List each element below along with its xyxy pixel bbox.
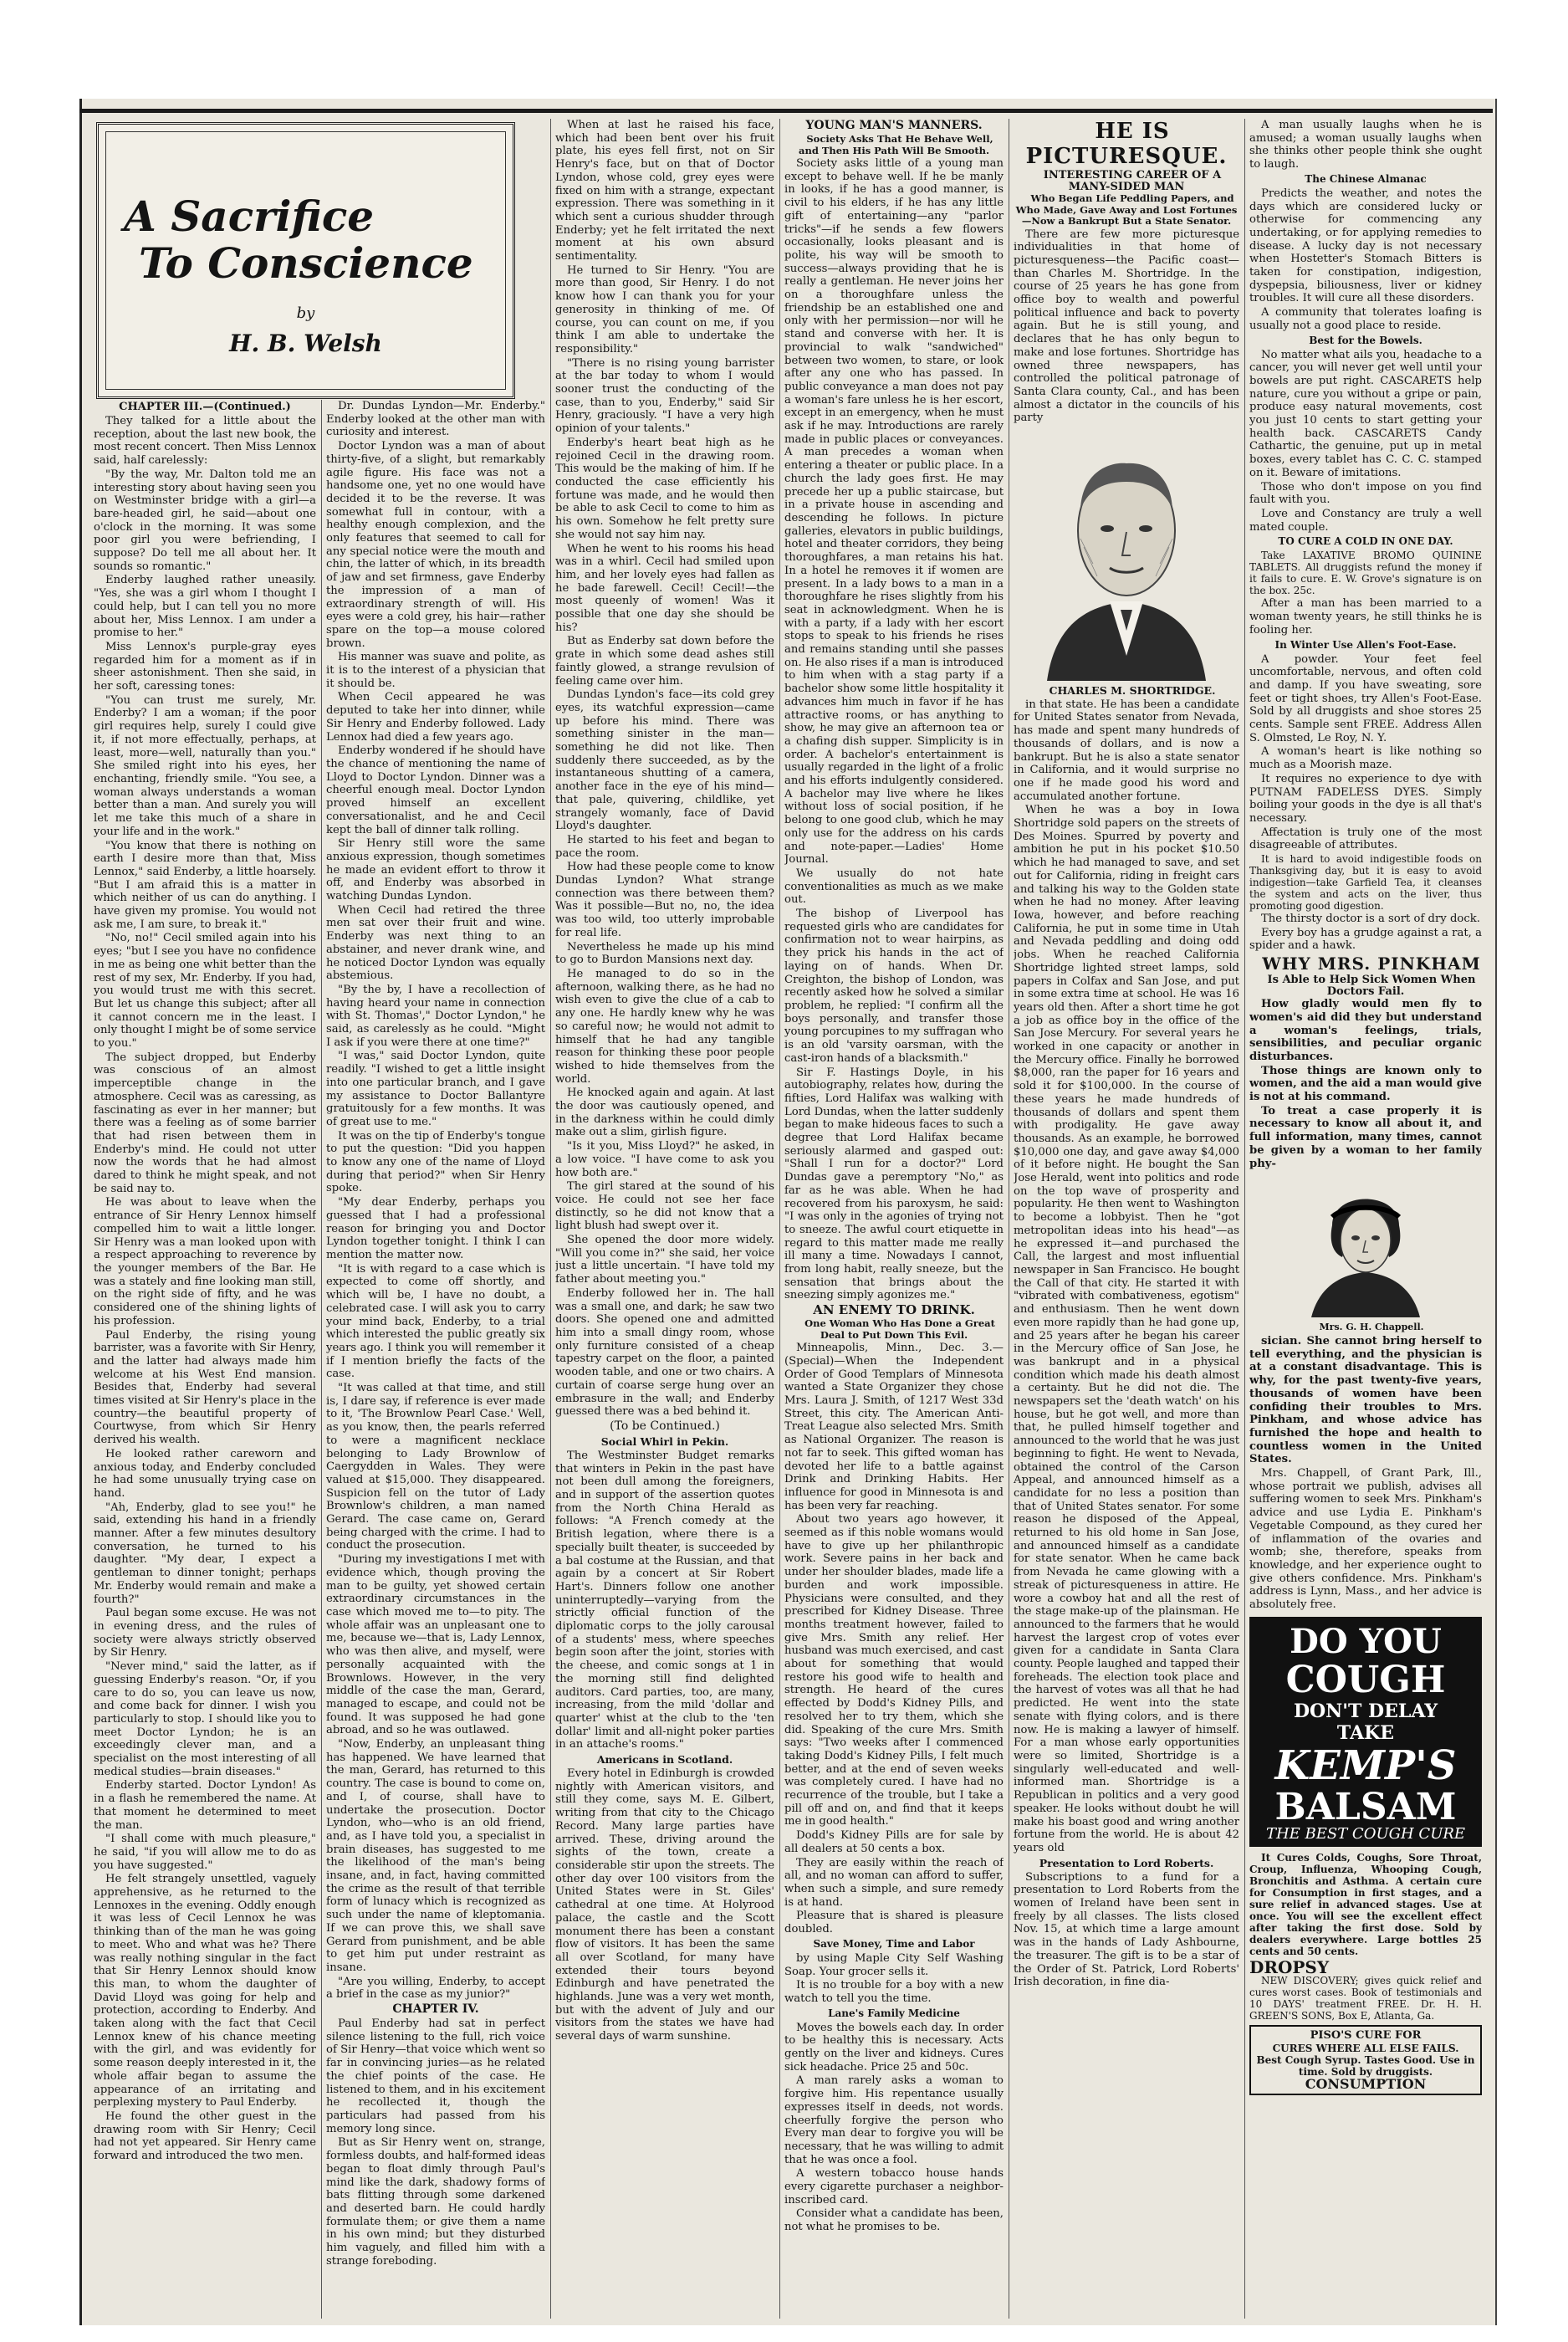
- story-paragraph: "Ah, Enderby, glad to see you!" he said, extending his hand in a friendly manner. After a few minutes desultory conversation, he turned to his daughter. "My dear, I expect a gentleman to dinner tonight; perhaps Mr. Enderby would remain and make a fourth?": [94, 1501, 316, 1606]
- column-rule: [1244, 119, 1245, 2319]
- chappell-portrait-engraving: [1299, 1175, 1433, 1317]
- article-heading: AN ENEMY TO DRINK.: [813, 1302, 975, 1318]
- article-paragraph: They are easily within the reach of all, and no woman can afford to suffer, when such a simple, and sure remedy is at hand.: [784, 1856, 1004, 1909]
- pisos-cure-ad: [1249, 2025, 1482, 2095]
- article-paragraph: After a man has been married to a woman twenty years, he still thinks he is fooling her.: [1249, 597, 1482, 637]
- ad-text: NEW DISCOVERY; gives quick relief and cures worst cases. Book of testimonials and 10 DAYS' treatment FREE. Dr. H. H. GREEN'S SONS, Box E, Atlanta, Ga.: [1249, 1975, 1482, 2022]
- article-paragraph: Affectation is truly one of the most disagreeable of attributes.: [1249, 826, 1482, 852]
- story-paragraph: Paul began some excuse. He was not in evening dress, and the rules of society were always strictly observed by Sir Henry.: [94, 1607, 316, 1659]
- ad-text: No matter what ails you, headache to a cancer, you will never get well until your bowels are put right. CASCARETS help nature, cure you without a gripe or pain, produce easy natural movements, cost you just 10 cents to start getting your health back. CASCARETS Candy Cathartic, the genuine, put up in metal boxes, every tablet has C. C. C. stamped on it. Beware of imitations.: [1249, 348, 1482, 479]
- ad-heading: In Winter Use Allen's Foot-Ease.: [1274, 638, 1457, 651]
- story-paragraph: "By the way, Mr. Dalton told me an interesting story about having seen you on Westminster bridge with a girl—a bare-headed girl, he said—about one o'clock in the morning. It was some poor girl you were befriending, I suppose? Do tell me all about her. It sounds so romantic.": [94, 468, 316, 573]
- story-paragraph: "Is it you, Miss Lloyd?" he asked, in a low voice. "I have come to ask you how both are.": [555, 1140, 774, 1179]
- article-paragraph: When he was a boy in Iowa Shortridge sold papers on the streets of Des Moines. Spurred by poverty and ambition he put in his pocket $10.50 which he had managed to save, and set out for California, riding in freight cars and talking his way to the Golden state when he had no money. After leaving Iowa, however, and before reaching California, he put in some time in Utah and Nevada peddling and doing odd jobs. When he reached California Shortridge lighted street lamps, sold papers in Colfax and San Jose, and put in some extra time at school. He was 16 years old then. After a short time he got a job as office boy in the office of the San Jose Mercury. For several years he worked in one capacity or another in the Mercury office. Finally he borrowed $8,000, ran the paper for 16 years and sold it for $100,000. In the course of these years he made hundreds of thousands of dollars and spent them with prodigality. He gave away thousands. As an example, he borrowed $10,000 one day, and gave away $4,000 of it before night. He bought the San Jose Herald, went into politics and rode on the top wave of prosperity and popularity. He then went to Washington to become a lobbyist. Then he "got metropolitan ideas into his head"—as he expressed it—and purchased the Call, the largest and most influential newspaper in San Francisco. He bought the Call of that city. He started it with "vibrated with combativeness, egotism" and enthusiasm. Then he went down even more rapidly than he had gone up, and 25 years after he began his career in the Mercury office of San Jose, he was bankrupt and in a physical condition which made his death almost a certainty. But he did not die. The newspapers set the 'death watch' on his house, but he got well, and more than that, he pulled himself together and announced to the world that he was just beginning to fight. He went to Nevada, obtained the control of the Carson Appeal, and announced himself as a candidate for no less a position than that of United States senator. For some reason he disposed of the Appeal, returned to his old home in San Jose, and announced himself as a candidate for state senator. When he came back from Nevada he came glowing with a streak of picturesqueness in attire. He wore a cowboy hat and all the rest of the stage make-up of the plainsman. He announced to the farmers that he would harvest the largest crop of votes ever given for a candidate in Santa Clara county. People laughed and tapped their foreheads. The election took place and the harvest of votes was all that he had predicted. He went into the state senate with flying colors, and is there now. He is making a lawyer of himself. For a man whose early opportunities were so limited, Shortridge is a singularly well-educated and well-informed man. Shortridge is a Republican in politics and a very good speaker. He looks without doubt he will make his boast good and wring another fortune from the world. He is about 42 years old: [1014, 804, 1239, 1854]
- story-title-box: [96, 122, 515, 399]
- story-paragraph: He felt strangely unsettled, vaguely apprehensive, as he returned to the Lennoxes in the evening. Oddly enough it was less of Cecil Lennox he was thinking than of the man he was going to meet. Who and what was he? There was really nothing singular in the fact that Sir Henry Lennox should know this man, to whom the daughter of David Lloyd was going for help and protection, according to Enderby. And taken along with the fact that Cecil Lennox knew of his chance meeting with the girl, and was evidently for some reason deeply interested in it, the whole affair began to assume the appearance of an irritating and perplexing mystery to Paul Enderby.: [94, 1873, 316, 2109]
- ad-heading: The Chinese Almanac: [1305, 172, 1427, 185]
- article-subheading: One Woman Who Has Done a Great Deal to Put Down This Evil.: [804, 1317, 995, 1341]
- story-paragraph: "During my investigations I met with evidence which, though proving the man to be guilty, yet showed certain extraordinary circumstances in the case which moved me to—to pity. The whole affair was an unpleasant one to me, because we—that is, Lady Lennox, who was then alive, and myself, were personally acquainted with the Brownlows. However, in the very middle of the case the man, Gerard, managed to escape, and could not be found. It was supposed he had gone abroad, and so he was outlawed.: [326, 1553, 545, 1737]
- story-paragraph: Paul Enderby, the rising young barrister, was a favorite with Sir Henry, and the latter had always made him welcome at his West End mansion. Besides that, Enderby had several times visited at Sir Henry's place in the country—the beautiful property of Courtwyse, from which Sir Henry derived his wealth.: [94, 1328, 316, 1447]
- story-paragraph: Enderby's heart beat high as he rejoined Cecil in the drawing room. This would be the making of him. If he conducted the case efficiently his fortune was made, and he would then be able to ask Cecil to come to him as his own. Somehow he felt pretty sure she would not say him nay.: [555, 436, 774, 541]
- article-paragraph: There are few more picturesque individualities in that home of picturesqueness—the Pacific coast—than Charles M. Shortridge. In the course of 25 years he has gone from office boy to wealth and powerful political influence and back to poverty again. But he is still young, and declares that he has only begun to make and lose fortunes. Shortridge has owned three newspapers, has controlled the political patronage of Santa Clara county, Cal., and has been almost a dictator in the councils of his party: [1014, 228, 1239, 425]
- ad-line: DO YOU: [1290, 1621, 1442, 1661]
- byline: by: [296, 304, 315, 322]
- story-paragraph: He looked rather careworn and anxious today, and Enderby concluded he had some unusually trying case on hand.: [94, 1447, 316, 1500]
- article-paragraph: It is no trouble for a boy with a new watch to tell you the time.: [784, 1979, 1004, 2005]
- story-paragraph: He managed to do so in the afternoon, walking there, as he had no wish even to give the clue of a cab to any one. He hardly knew why he was so careful now; he would not admit to himself that he had any tangible reason for thinking these poor people wished to hide themselves from the world.: [555, 968, 774, 1086]
- article-paragraph: Society asks little of a young man except to behave well. If he be manly in looks, if he has a good manner, is civil to his elders, if he has any little gift of entertaining—any "parlor tricks"—if he sends a few flowers occasionally, looks pleasant and is polite, his way will be smooth to success—always providing that he is really a gentleman. He never joins her on a thoroughfare unless the friendship be an established one and only with her permission—nor will he stand and converse with her. It is provincial to walk "sandwiched" between two women, to stare, or look after any one who has passed. In public conveyance a man does not pay a woman's fare unless he is her escort, except in an emergency, when he must ask if he may. Introductions are rarely made in public places or conveyances. A man precedes a woman when entering a theater or public place. In a church the lady goes first. He may precede her up a public staircase, but in a private house in ascending and descending he follows. In picture galleries, elevators in public buildings, hotel and theater corridors, they being thoroughfares, a man retains his hat. In a hotel he removes it if women are present. In a lady bows to a man in a thoroughfare he rises slightly from his seat in acknowledgment. When he is with a party, if a lady with her escort stops to speak to his friends he rises and remains standing until she passes on. He also rises if a man is introduced to him when with a stag party if a bachelor show some little hospitality it advances him much in favor if he has attractive rooms, or has anything to show, he may give an afternoon tea or a chafing dish supper. Simplicity is in order. A bachelor's entertainment is usually regarded in the light of a frolic and his efforts indulgently considered. A bachelor may live where he likes without loss of social position, if he belong to one good club, which he may only use for the address on his cards and note-paper.—Ladies' Home Journal.: [784, 157, 1004, 867]
- story-paragraph: "Are you willing, Enderby, to accept a brief in the case as my junior?": [326, 1975, 545, 2002]
- ad-text: A powder. Your feet feel uncomfortable, nervous, and often cold and damp. If you have sweating, sore feet or tight shoes, try Allen's Foot-Ease. Sold by all druggists and shoe stores 25 cents. Sample sent FREE. Address Allen S. Olmsted, Le Roy, N. Y.: [1249, 652, 1482, 744]
- story-paragraph: Enderby wondered if he should have the chance of mentioning the name of Lloyd to Doctor Lyndon. Dinner was a cheerful enough meal. Doctor Lyndon proved himself an excellent conversationalist, and he and Cecil kept the ball of dinner talk rolling.: [326, 744, 545, 836]
- story-paragraph: Enderby started. Doctor Lyndon! As in a flash he remembered the name. At that moment he determined to meet the man.: [94, 1779, 316, 1832]
- article-paragraph: A western tobacco house hands every cigarette purchaser a neighbor-inscribed card.: [784, 2167, 1004, 2206]
- ad-text: Predicts the weather, and notes the days which are considered lucky or otherwise for commencing any undertaking, or for applying remedies to disease. A lucky day is not necessary when Hostetter's Stomach Bitters is taken for constipation, indigestion, dyspepsia, biliousness, liver or kidney troubles. It will cure all these disorders.: [1249, 187, 1482, 305]
- story-paragraph: "I was," said Doctor Lyndon, quite readily. "I wished to get a little insight into one particular branch, and I gave my assistance to Doctor Ballantyre gratuitously for a few months. It was of great use to me.": [326, 1050, 545, 1128]
- ad-line: COUGH: [1285, 1658, 1446, 1701]
- story-paragraph: But as Sir Henry went on, strange, formless doubts, and half-formed ideas began to float dimly through Paul's mind like the dark, shadowy forms of bats flitting through some darkened and deserted barn. He could hardly formulate them; or give them a name in his own mind; but they disturbed him vaguely, and filled him with a strange foreboding.: [326, 2136, 545, 2268]
- story-paragraph: He started to his feet and began to pace the room.: [555, 833, 774, 860]
- article-paragraph: Those who don't impose on you find fault with you.: [1249, 480, 1482, 507]
- ad-text: It requires no experience to dye with PUTNAM FADELESS DYES. Simply boiling your goods in the dye is all that's necessary.: [1249, 772, 1482, 825]
- ad-text: It Cures Colds, Coughs, Sore Throat, Croup, Influenza, Whooping Cough, Bronchitis and Asthma. A certain cure for Consumption in first stages, and a sure relief in advanced stages. Use at once. You will see the excellent effect after taking the first dose. Sold by dealers everywhere. Large bottles 25 cents and 50 cents.: [1249, 1852, 1482, 1958]
- shortridge-portrait-engraving: [1030, 430, 1223, 681]
- title-line-1: A Sacrifice: [124, 192, 375, 241]
- article-subheading: Society Asks That He Behave Well, and Then His Path Will Be Smooth.: [799, 133, 993, 156]
- story-paragraph: "There is no rising young barrister at the bar today to whom I would sooner trust the conducting of the case, than to you, Enderby," said Sir Henry, graciously. "I have a very high opinion of your talents.": [555, 356, 774, 436]
- column-6: [1249, 119, 1482, 2319]
- column-3: [555, 119, 774, 2319]
- ad-heading: Save Money, Time and Labor: [813, 1937, 975, 1950]
- story-paragraph: Doctor Lyndon was a man of about thirty-five, of a slight, but remarkably agile figure. His face was not a handsome one, yet no one would have decided it to be the reverse. It was somewhat full in contour, with a healthy enough complexion, and the only features that seemed to call for any special notice were the mouth and chin, the latter of which, in its breadth of jaw and set firmness, gave Enderby the impression of a man of extraordinary strength of will. His eyes were a cold grey, his hair—rather spare on the top—a mouse colored brown.: [326, 440, 545, 650]
- article-paragraph: We usually do not hate conventionalities as much as we make out.: [784, 867, 1004, 907]
- ad-line: TAKE: [1336, 1721, 1395, 1744]
- ad-text: It is hard to avoid indigestible foods on Thanksgiving day, but it is easy to avoid indigestion—take Garfield Tea, it cleanses the system and acts on the liver, thus promoting good digestion.: [1249, 853, 1482, 913]
- story-paragraph: "It was called at that time, and still is, I dare say, if reference is ever made to it, 'The Brownlow Pearl Case.' Well, as you know, then, the pearls referred to were a magnificent necklace belonging to Lady Brownlow of Caergydden in Wales. They were valued at $15,000. They disappeared. Suspicion fell on the tutor of Lady Brownlow's children, a man named Gerard. The case came on, Gerard being charged with the crime. I had to conduct the prosecution.: [326, 1382, 545, 1552]
- ad-text: To treat a case properly it is necessary to know all about it, and full information, many times, cannot be given by a woman to her family phy-: [1249, 1104, 1482, 1170]
- story-paragraph: "Now, Enderby, an unpleasant thing has happened. We have learned that the man, Gerard, has returned to this country. The case is bound to come on, and I, of course, shall have to undertake the prosecution. Doctor Lyndon, who—who is an old friend, and, as I have told you, a specialist in brain diseases, has suggested to me the likelihood of the man's being insane, and, in fact, having committed the crime as the result of that terrible form of lunacy which is recognized as such under the name of kleptomania. If we can prove this, we shall save Gerard from punishment, and be able to get him put under restraint as insane.: [326, 1738, 545, 1974]
- story-paragraph: She opened the door more widely. "Will you come in?" she said, her voice just a little uncertain. "I have told my father about meeting you.": [555, 1234, 774, 1286]
- ad-line: Best Cough Syrup. Tastes Good. Use in time. Sold by druggists.: [1256, 2054, 1475, 2079]
- ad-line: KEMP'S: [1274, 1741, 1457, 1789]
- ad-text: Those things are known only to women, and the aid a man would give is not at his command.: [1249, 1064, 1482, 1104]
- article-paragraph: Dodd's Kidney Pills are for sale by all dealers at 50 cents a box.: [784, 1829, 1004, 1855]
- column-4: [784, 119, 1004, 2319]
- column-rule: [321, 400, 322, 2319]
- article-subheading: Who Began Life Peddling Papers, and Who Made, Gave Away and Lost Fortunes—Now a Bankrupt But a State Senator.: [1015, 192, 1238, 227]
- story-paragraph: "No, no!" Cecil smiled again into his eyes; "but I see you have no confidence in me as being one whit better than the rest of my sex, Mr. Enderby. If you had, you would trust me with this secret. But let us change this subject; after all it cannot concern me in the least. I only thought I might be of some service to you.": [94, 932, 316, 1051]
- kemps-balsam-ad: [1249, 1617, 1482, 1848]
- story-paragraph: His manner was suave and polite, as it is to the interest of a physician that it should be.: [326, 651, 545, 690]
- story-paragraph: When Cecil had retired the three men sat over their fruit and wine. Enderby was next thing to an abstainer, and never drank wine, and he noticed Doctor Lyndon was equally abstemious.: [326, 903, 545, 983]
- ad-heading: WHY MRS. PINKHAM: [1262, 954, 1481, 974]
- ad-line: CONSUMPTION: [1305, 2076, 1427, 2093]
- story-paragraph: Enderby laughed rather uneasily. "Yes, she was a girl whom I thought I could help, but I can tell you no more about her, Miss Lennox. I am under a promise to her.": [94, 574, 316, 640]
- title-line-2: To Conscience: [139, 238, 473, 288]
- story-paragraph: "I shall come with much pleasure," he said, "if you will allow me to do as you have suggested.": [94, 1833, 316, 1872]
- ad-line: PISO'S CURE FOR: [1310, 2029, 1422, 2043]
- ad-text: How gladly would men fly to women's aid did they but understand a woman's feelings, trials, sensibilities, and peculiar organic disturbances.: [1249, 998, 1482, 1063]
- article-paragraph: Consider what a candidate has been, not what he promises to be.: [784, 2207, 1004, 2234]
- portrait-caption: Mrs. G. H. Chappell.: [1319, 1322, 1424, 1333]
- article-heading: YOUNG MAN'S MANNERS.: [805, 119, 983, 132]
- article-heading: Presentation to Lord Roberts.: [1039, 1856, 1214, 1869]
- column-2: [326, 400, 545, 2319]
- author-name: H. B. Welsh: [229, 330, 382, 357]
- article-heading: Social Whirl in Pekin.: [600, 1434, 729, 1448]
- portrait-caption: CHARLES M. SHORTRIDGE.: [1049, 684, 1216, 698]
- story-paragraph: Paul Enderby had sat in perfect silence listening to the full, rich voice of Sir Henry—that voice which went so far in convincing juries—as he related the chief points of the case. He listened to them, and in his excitement he recollected it, though the particulars had passed from his memory long since.: [326, 2017, 545, 2135]
- story-paragraph: Enderby followed her in. The hall was a small one, and dark; he saw two doors. She opened one and admitted him into a small dingy room, whose only furniture consisted of a cheap tapestry carpet on the floor, a painted wooden table, and one or two chairs. A curtain of coarse serge hung over an embrasure in the wall; and Enderby guessed there was a bed behind it.: [555, 1286, 774, 1419]
- ad-line: BALSAM: [1274, 1785, 1457, 1828]
- article-paragraph: Sir F. Hastings Doyle, in his autobiography, relates how, during the fifties, Lord Halifax was walking with Lord Dundas, when the latter suddenly began to make hideous faces to such a degree that Lord Halifax became seriously alarmed and gasped out: "Shall I run for a doctor?" Lord Dundas gave a peremptory "No," as far as he was able. When he had recovered from his paroxysm, he said: "I was only in the agonies of trying not to sneeze. The awful court etiquette in regard to this matter made me really ill many a time. Nowadays I cannot, from long habit, really sneeze, but the sensation that brings about the sneezing simply agonizes me.": [784, 1066, 1004, 1302]
- story-paragraph: "My dear Enderby, perhaps you guessed that I had a professional reason for bringing you and Doctor Lyndon together tonight. I think I can mention the matter now.: [326, 1196, 545, 1261]
- story-paragraph: "It is with regard to a case which is expected to come off shortly, and which will be, I have no doubt, a celebrated case. I will ask you to carry your mind back, Enderby, to a trial which interested the public greatly six years ago. I think you will remember it if I mention briefly the facts of the case.: [326, 1262, 545, 1381]
- ad-subheading: Is Able to Help Sick Women When Doctors Fail.: [1267, 974, 1476, 998]
- ad-text: Take LAXATIVE BROMO QUININE TABLETS. All druggists refund the money if it fails to cure. E. W. Grove's signature is on the box. 25c.: [1249, 550, 1482, 597]
- article-paragraph: Minneapolis, Minn., Dec. 3.—(Special)—When the Independent Order of Good Templars of Minnesota wanted a State Organizer they chose Mrs. Laura J. Smith, of 1217 West 33d Street, this city. The American Anti-Treat League also selected Mrs. Smith as National Organizer. The reason is not far to seek. This gifted woman has devoted her life to a battle against Drink and Drinking Habits. Her influence for good in Minnesota is and has been very far reaching.: [784, 1342, 1004, 1512]
- story-paragraph: Sir Henry still wore the same anxious expression, though sometimes he made an evident effort to throw it off, and Enderby was absorbed in watching Dundas Lyndon.: [326, 837, 545, 903]
- chapter-heading: CHAPTER IV.: [392, 2002, 479, 2017]
- article-paragraph: Love and Constancy are truly a well mated couple.: [1249, 507, 1482, 534]
- ad-line: CURES WHERE ALL ELSE FAILS.: [1272, 2043, 1459, 2055]
- column-1: [94, 400, 316, 2319]
- article-heading: Americans in Scotland.: [596, 1753, 733, 1767]
- column-rule: [550, 119, 551, 2319]
- story-title: [124, 193, 473, 287]
- ad-text: sician. She cannot bring herself to tell everything, and the physician is at a constant disadvantage. This is why, for the past twenty-five years, thousands of women have been confiding their troubles to Mrs. Pinkham, and whose advice has furnished the hope and health to countless women in the United States.: [1249, 1335, 1482, 1466]
- story-paragraph: Miss Lennox's purple-gray eyes regarded him for a moment as if in sheer astonishment. Then she said, in her soft, caressing tones:: [94, 640, 316, 693]
- story-paragraph: He was about to leave when the entrance of Sir Henry Lennox himself compelled him to wait a little longer. Sir Henry was a man looked upon with a respect approaching to reverence by the younger members of the Bar. He was a stately and fine looking man still, on the right side of fifty, and he was considered one of the shining lights of his profession.: [94, 1196, 316, 1327]
- story-paragraph: When at last he raised his face, which had been bent over his fruit plate, his eyes fell first, not on Sir Henry's face, but on that of Doctor Lyndon, whose cold, grey eyes were fixed on him with a strange, expectant expression. There was something in it which sent a curious shudder through Enderby; yet he felt irritated the next moment at his own absurd sentimentality.: [555, 119, 774, 263]
- ad-line: THE BEST COUGH CURE: [1265, 1824, 1466, 1843]
- article-paragraph: Subscriptions to a fund for a presentation to Lord Roberts from the women of Ireland have been sent in freely by all classes. The lists closed Nov. 15, at which time a large amount was in the hands of Lady Ashbourne, the treasurer. The gift is to be a star of the Order of St. Patrick, Lord Roberts' Irish decoration, in fine dia-: [1014, 1870, 1239, 1989]
- column-5: [1014, 119, 1239, 2319]
- to-be-continued: (To be Continued.): [610, 1419, 720, 1433]
- top-rule: [79, 109, 1493, 113]
- story-paragraph: They talked for a little about the reception, about the last new book, the most recent concert. Then Miss Lennox said, half carelessly:: [94, 415, 316, 468]
- story-paragraph: It was on the tip of Enderby's tongue to put the question: "Did you happen to know any one of the name of Lloyd during that period?" when Sir Henry spoke.: [326, 1129, 545, 1195]
- article-paragraph: A man usually laughs when he is amused; a woman usually laughs when she thinks other people think she ought to laugh.: [1249, 119, 1482, 171]
- ad-line: DON'T DELAY: [1293, 1700, 1438, 1722]
- article-paragraph: A man rarely asks a woman to forgive him. His repentance usually expresses itself in deeds, not words. cheerfully forgive the person who Every man dear to forgive you will be necessary, that he was willing to admit that he was once a fool.: [784, 2074, 1004, 2166]
- article-paragraph: A woman's heart is like nothing so much as a Moorish maze.: [1249, 745, 1482, 772]
- article-paragraph: Every boy has a grudge against a rat, a spider and a hawk.: [1249, 926, 1482, 953]
- story-paragraph: Dundas Lyndon's face—its cold grey eyes, its watchful expression—came up before his mind. There was something sinister in the man—something he did not like. Then suddenly there succeeded, as by the instantaneous shutting of a camera, another face in the eye of his mind—that pale, quivering, childlike, yet strangely womanly, face of David Lloyd's daughter.: [555, 688, 774, 833]
- ad-text: by using Maple City Self Washing Soap. Your grocer sells it.: [784, 1951, 1004, 1978]
- ad-heading: DROPSY: [1249, 1957, 1330, 1978]
- ad-text: Moves the bowels each day. In order to be healthy this is necessary. Acts gently on the liver and kidneys. Cures sick headache. Price 25 and 50c.: [784, 2021, 1004, 2074]
- article-subheading: INTERESTING CAREER OF A MANY-SIDED MAN: [1043, 169, 1222, 193]
- ad-heading: Best for the Bowels.: [1309, 334, 1422, 346]
- story-paragraph: The subject dropped, but Enderby was conscious of an almost imperceptible change in the atmosphere. Cecil was as caressing, as fascinating as ever in her manner; but there was a feeling as of some barrier that had risen between them in Enderby's mind. He could not utter now the words that he had almost dared to think he might speak, and not be said nay to.: [94, 1051, 316, 1195]
- story-paragraph: He found the other guest in the drawing room with Sir Henry; Cecil had not yet appeared. Sir Henry came forward and introduced the two men.: [94, 2110, 316, 2163]
- story-paragraph: "By the by, I have a recollection of having heard your name in connection with St. Thomas'," Doctor Lyndon," he said, as carelessly as he could. "Might I ask if you were there at one time?": [326, 983, 545, 1049]
- story-paragraph: But as Enderby sat down before the grate in which some dead ashes still faintly glowed, a strange revulsion of feeling came over him.: [555, 635, 774, 688]
- ad-text: Mrs. Chappell, of Grant Park, Ill., whose portrait we publish, advises all suffering women to seek Mrs. Pinkham's advice and use Lydia E. Pinkham's Vegetable Compound, as they cured her of inflammation of the ovaries and womb; she, therefore, speaks from knowledge, and her experience ought to give others confidence. Mrs. Pinkham's address is Lynn, Mass., and her advice is absolutely free.: [1249, 1467, 1482, 1612]
- story-paragraph: He turned to Sir Henry. "You are more than good, Sir Henry. I do not know how I can thank you for your generosity in thinking of me. Of course, you can count on me, if you think I am able to undertake the responsibility.": [555, 263, 774, 355]
- story-paragraph: Dr. Dundas Lyndon—Mr. Enderby." Enderby looked at the other man with curiosity and interest.: [326, 400, 545, 439]
- column-rule: [779, 119, 780, 2319]
- article-heading: HE IS PICTURESQUE.: [1025, 119, 1228, 169]
- story-paragraph: When Cecil appeared he was deputed to take her into dinner, while Sir Henry and Enderby followed. Lady Lennox had died a few years ago.: [326, 691, 545, 744]
- article-paragraph: About two years ago however, it seemed as if this noble womans would have to give up her philanthropic work. Severe pains in her back and under her shoulder blades, made life a burden and work impossible. Physicians were consulted, and they prescribed for Kidney Disease. Three months treatment however, failed to give Mrs. Smith any relief. Her husband was much exercised, and cast about for something that would restore his good wife to health and strength. He heard of the cures effected by Dodd's Kidney Pills, and resolved her to try them, which she did. Speaking of the cure Mrs. Smith says: "Two weeks after I commenced taking Dodd's Kidney Pills, I felt much better, and at the end of seven weeks was completely cured. I have had no recurrence of the trouble, but I take a pill off and on, and find that it keeps me in good health.": [784, 1513, 1004, 1828]
- story-paragraph: When he went to his rooms his head was in a whirl. Cecil had smiled upon him, and her lovely eyes had fallen as he bade farewell. Cecil! Cecil!—the most queenly of women! Was it possible that one day she should be his?: [555, 542, 774, 634]
- story-paragraph: "You can trust me surely, Mr. Enderby? I am a woman; if the poor girl requires help, surely I could give it, if not more effectually, perhaps, at least, more—well, naturally than you." She smiled right into his eyes, her enchanting, friendly smile. "You see, a woman always understands a woman better than a man. And surely you will let me take this much of a share in your life and in the work.": [94, 693, 316, 838]
- ad-heading: Lane's Family Medicine: [828, 2007, 960, 2019]
- story-paragraph: He knocked again and again. At last the door was cautiously opened, and in the darkness within he could dimly make out a slim, girlish figure.: [555, 1087, 774, 1139]
- article-paragraph: Pleasure that is shared is pleasure doubled.: [784, 1910, 1004, 1936]
- chapter-heading: CHAPTER III.—(Continued.): [119, 401, 291, 413]
- article-paragraph: A community that tolerates loafing is usually not a good place to reside.: [1249, 306, 1482, 332]
- article-paragraph: The bishop of Liverpool has requested girls who are candidates for confirmation not to wear hairpins, as they prick his hands in the act of laying on of hands. When Dr. Creighton, the bishop of London, was recently asked how he solved a similar problem, he replied: "I confirm all the boys personally, and transfer those young porcupines to my suffragan who is an old 'varsity oarsman, with the cast-iron hands of a blacksmith.": [784, 908, 1004, 1065]
- article-paragraph: Every hotel in Edinburgh is crowded nightly with American visitors, and still they come, says M. E. Gilbert, writing from that city to the Chicago Record. Many large parties have arrived. These, driving around the sights of the town, create a considerable stir upon the streets. The other day over 100 visitors from the United States were in St. Giles' cathedral at one time. At Holyrood palace, the castle and the Scott monument there has been a constant flow of visitors. It has been the same all over Scotland, for many have extended their tours beyond Edinburgh and have penetrated the highlands. June was a very wet month, but with the advent of July and our visitors from the states we have had several days of warm sunshine.: [555, 1767, 774, 2043]
- story-paragraph: Nevertheless he made up his mind to go to Burdon Mansions next day.: [555, 940, 774, 967]
- article-paragraph: in that state. He has been a candidate for United States senator from Nevada, has made and spent many hundreds of thousands of dollars, and is now a bankrupt. But he is also a state senator in California, and it would surprise no one if he made good his word and accumulated another fortune.: [1014, 698, 1239, 803]
- article-paragraph: The Westminster Budget remarks that winters in Pekin in the past have not been dull among the foreigners, and in support of the assertion quotes from the North China Herald as follows: "A French comedy at the British legation, where there is a specially built theater, is succeeded by a bal costume at the Russian, and that again by a concert at Sir Robert Hart's. Dinners follow one another uninterruptedly—varying from the strictly official function of the diplomatic corps to the jolly carousal of a students' mess, where speeches begin soon after the joint, stories with the cheese, and comic songs at 1 in the morning still find delighted auditors. Card parties, too, are many, increasing, from the mild 'dollar and quarter' whist at the club to the 'ten dollar' limit and all-night poker parties in an attache's rooms.": [555, 1449, 774, 1751]
- story-paragraph: The girl stared at the sound of his voice. He could not see her face distinctly, so he did not know that a light blush had swept over it.: [555, 1180, 774, 1233]
- story-paragraph: "Never mind," said the latter, as if guessing Enderby's reason. "Or, if you care to do so, you can leave us now, and come back for dinner. I wish you particularly to stop. I should like you to meet Doctor Lyndon; he is an exceedingly clever man, and a specialist on the most interesting of all medical studies—brain diseases.": [94, 1660, 316, 1778]
- article-paragraph: The thirsty doctor is a sort of dry dock.: [1261, 913, 1480, 926]
- story-paragraph: "You know that there is nothing on earth I desire more than that, Miss Lennox," said Enderby, a little hoarsely. "But I am afraid this is a matter in which neither of us can do anything. I have given my promise. You would not ask me, I am sure, to break it.": [94, 839, 316, 931]
- ad-heading: TO CURE A COLD IN ONE DAY.: [1278, 535, 1453, 548]
- story-paragraph: How had these people come to know Dundas Lyndon? What strange connection was there between them? Was it possible—But no, no, the idea was too wild, too utterly improbable for real life.: [555, 861, 774, 939]
